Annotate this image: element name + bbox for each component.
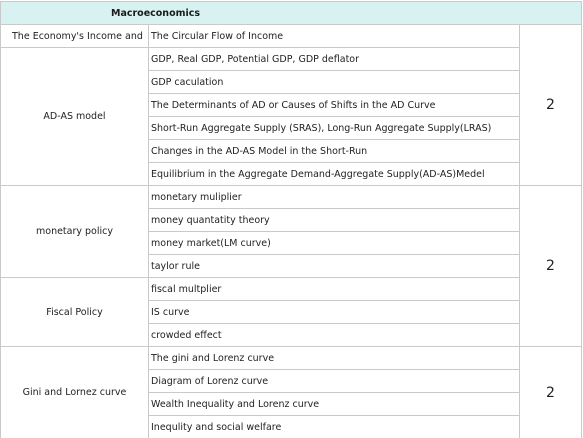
count-cell[interactable]: 2 — [520, 347, 582, 438]
category-cell[interactable]: The Economy's Income and — [1, 25, 149, 48]
table-row — [1, 186, 582, 209]
table-title[interactable]: Macroeconomics — [1, 2, 520, 25]
table-header-row — [1, 2, 582, 25]
table-row — [1, 25, 582, 48]
category-cell[interactable]: monetary policy — [1, 186, 149, 278]
topic-cell[interactable]: money market(LM curve) — [149, 232, 520, 255]
topic-cell[interactable]: money quantatity theory — [149, 209, 520, 232]
topic-cell[interactable]: crowded effect — [149, 324, 520, 347]
category-cell[interactable]: Fiscal Policy — [1, 278, 149, 347]
table-row — [1, 347, 582, 370]
count-cell[interactable]: 2 — [520, 25, 582, 186]
table-row — [1, 278, 582, 301]
topic-cell[interactable]: The gini and Lorenz curve — [149, 347, 520, 370]
topic-cell[interactable]: Changes in the AD-AS Model in the Short-Run — [149, 140, 520, 163]
topic-cell[interactable]: GDP, Real GDP, Potential GDP, GDP deflator — [149, 48, 520, 71]
topic-cell[interactable]: Short-Run Aggregate Supply (SRAS), Long-Run Aggregate Supply(LRAS) — [149, 117, 520, 140]
table-title-fill[interactable] — [520, 2, 582, 25]
topic-cell[interactable]: The Circular Flow of Income — [149, 25, 520, 48]
category-cell[interactable]: AD-AS model — [1, 48, 149, 186]
topic-cell[interactable]: Equilibrium in the Aggregate Demand-Aggregate Supply(AD-AS)Medel — [149, 163, 520, 186]
count-cell[interactable]: 2 — [520, 186, 582, 347]
category-cell[interactable]: Gini and Lornez curve — [1, 347, 149, 438]
topic-cell[interactable]: Wealth Inequality and Lorenz curve — [149, 393, 520, 416]
topic-cell[interactable]: fiscal multplier — [149, 278, 520, 301]
macroeconomics-topics-table — [0, 1, 582, 438]
topic-cell[interactable]: Diagram of Lorenz curve — [149, 370, 520, 393]
topic-cell[interactable]: IS curve — [149, 301, 520, 324]
topic-cell[interactable]: Inequlity and social welfare — [149, 416, 520, 438]
topic-cell[interactable]: taylor rule — [149, 255, 520, 278]
table-row — [1, 48, 582, 71]
topic-cell[interactable]: GDP caculation — [149, 71, 520, 94]
topic-cell[interactable]: The Determinants of AD or Causes of Shifts in the AD Curve — [149, 94, 520, 117]
topic-cell[interactable]: monetary muliplier — [149, 186, 520, 209]
